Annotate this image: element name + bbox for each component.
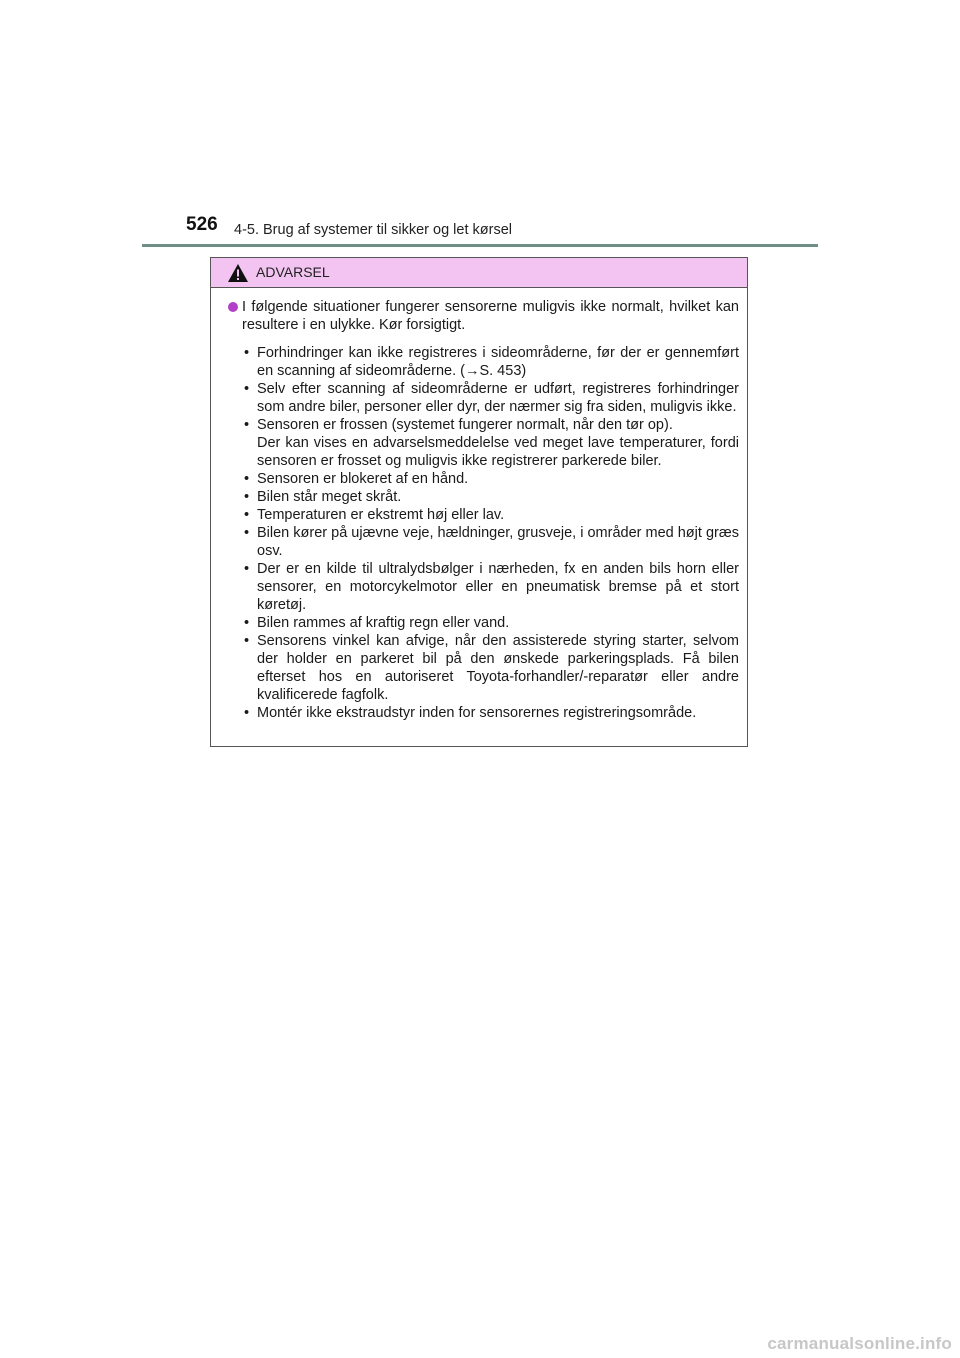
warning-intro <box>229 298 739 334</box>
warning-list <box>229 344 739 722</box>
list-item: • Sensoren er blokeret af en hånd. <box>244 471 469 487</box>
bullet-icon: • <box>244 615 250 631</box>
warning-body <box>211 288 747 722</box>
watermark: carmanualsonline.info <box>767 1334 952 1353</box>
page-number: 526 <box>186 214 218 235</box>
bullet-icon: • <box>244 507 250 523</box>
list-item: • Bilen rammes af kraftig regn eller vand. <box>244 615 510 631</box>
header-rule <box>142 244 818 247</box>
bullet-icon: • <box>244 633 250 649</box>
list-item: • Selv efter scanning af sideområderne er udført, registreres forhindringer som andre biler, personer eller dyr, der nærmer sig fra siden, muligvis ikke. <box>244 381 739 415</box>
list-item: • Forhindringer kan ikke registreres i sideområderne, før der er gennemført en scanning af sideområderne. (→S. 453) <box>244 345 739 379</box>
list-item: • Sensorens vinkel kan afvige, når den assisterede styring starter, selvom der holder en parkeret bil på den ønskede parkeringsplads. Få bilen efterset hos en autoriseret Toyota-forhandler/-reparatør eller andre kvalificerede fagfolk. <box>244 633 739 703</box>
bullet-icon: • <box>244 705 250 721</box>
warning-box <box>210 257 748 747</box>
list-item: • Sensoren er frossen (systemet fungerer normalt, når den tør op). Der kan vises en advarselsmeddelelse ved meget lave temperaturer, fordi sensoren er frosset og muligvis ikke registrerer parkerede biler. <box>244 417 739 469</box>
warning-header <box>211 258 747 288</box>
bullet-icon: • <box>244 525 250 541</box>
bullet-icon: • <box>244 417 250 433</box>
warning-title: ADVARSEL <box>256 264 330 280</box>
list-item: • Montér ikke ekstraudstyr inden for sensorernes registreringsområde. <box>244 705 697 721</box>
bullet-icon: • <box>244 489 250 505</box>
list-item: • Bilen står meget skråt. <box>244 489 402 505</box>
bullet-icon: • <box>244 345 250 361</box>
section-title: 4-5. Brug af systemer til sikker og let kørsel <box>234 222 512 238</box>
list-item: • Der er en kilde til ultralydsbølger i nærheden, fx en anden bils horn eller sensorer, en motorcykelmotor eller en pneumatisk bremse på et stort køretøj. <box>244 561 739 613</box>
warning-intro-text: I følgende situationer fungerer sensorerne muligvis ikke normalt, hvilket kan resultere i en ulykke. Kør forsigtigt. <box>242 299 739 333</box>
list-item: • Temperaturen er ekstremt høj eller lav. <box>244 507 505 523</box>
bullet-icon: • <box>244 471 250 487</box>
list-item: • Bilen kører på ujævne veje, hældninger, grusveje, i områder med højt græs osv. <box>244 525 739 559</box>
bullet-icon: • <box>244 561 250 577</box>
bullet-icon: • <box>244 381 250 397</box>
bullet-dot-icon <box>228 302 238 312</box>
warning-triangle-icon <box>228 264 248 282</box>
